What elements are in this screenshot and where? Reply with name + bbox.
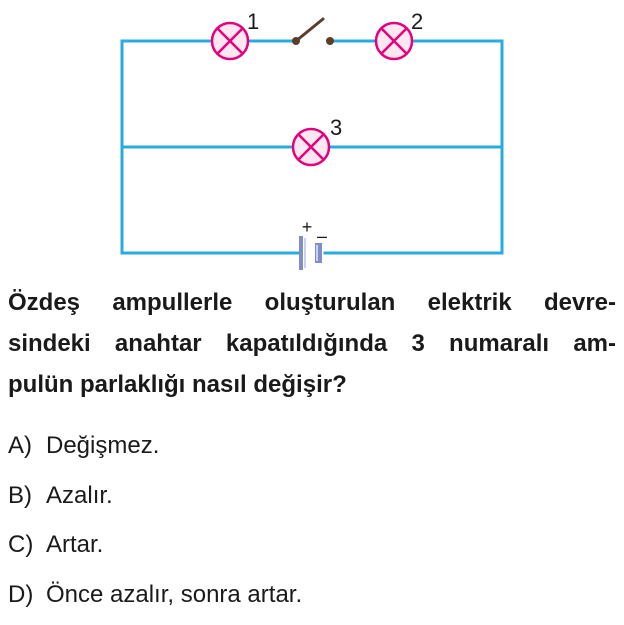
- bulb-2-label: 2: [411, 9, 423, 34]
- bulb-3-label: 3: [330, 115, 342, 140]
- option-letter: A): [8, 427, 46, 465]
- battery-minus-label: –: [317, 226, 327, 246]
- option-d[interactable]: [8, 576, 302, 625]
- battery-plus-label: +: [302, 217, 313, 237]
- option-text: Azalır.: [46, 482, 113, 509]
- bulb-1-label: 1: [247, 9, 259, 34]
- bulb-1: [212, 23, 248, 59]
- question-line: pulün parlaklığı nasıl değişir?: [8, 364, 616, 405]
- option-letter: D): [8, 576, 46, 614]
- option-b[interactable]: [8, 477, 302, 527]
- circuit-diagram: [0, 0, 624, 280]
- question-line: Özdeş ampullerle oluşturulan elektrik devre-: [8, 282, 616, 323]
- bulb-3: [293, 129, 329, 165]
- question-text: [8, 282, 616, 405]
- option-c[interactable]: [8, 526, 302, 576]
- answer-options: [8, 427, 302, 625]
- option-letter: B): [8, 477, 46, 515]
- question-line: sindeki anahtar kapatıldığında 3 numaralı am-: [8, 323, 616, 364]
- option-letter: C): [8, 526, 46, 564]
- option-a[interactable]: [8, 427, 302, 477]
- option-text: Artar.: [46, 531, 103, 558]
- option-text: Önce azalır, sonra artar.: [46, 581, 302, 608]
- bulb-2: [376, 23, 412, 59]
- option-text: Değişmez.: [46, 432, 159, 459]
- switch-open: [292, 19, 334, 45]
